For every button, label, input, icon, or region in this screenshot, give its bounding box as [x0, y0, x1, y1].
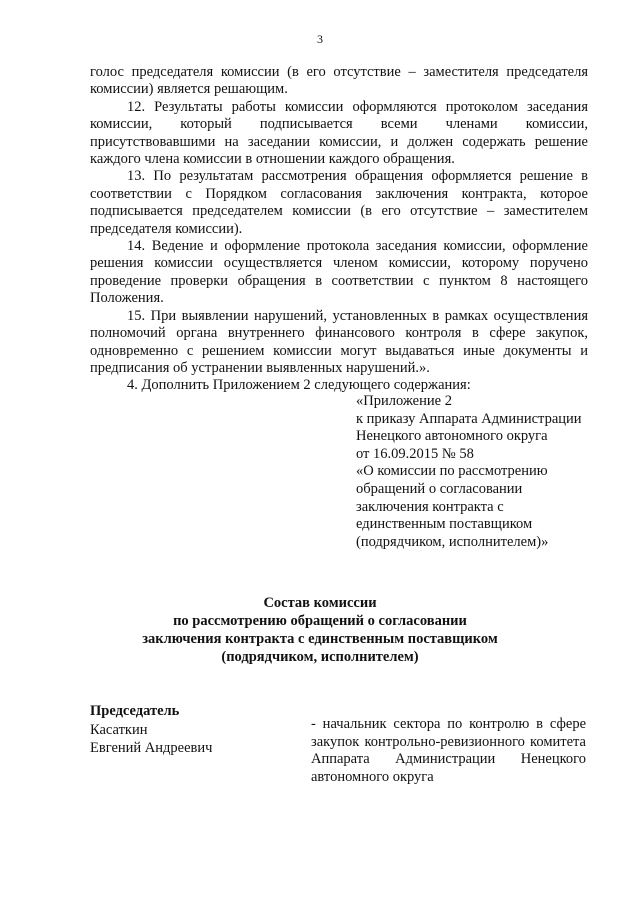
paragraph-12: 12. Результаты работы комиссии оформляются протоколом заседания комиссии, который подписывается всеми членами комиссии, присутствовавшими на заседании комиссии, и должен содержать решение каждого члена комиссии в отношении каждого обращения.	[90, 98, 588, 168]
appendix-line: «Приложение 2	[356, 393, 452, 409]
appendix-line: единственным поставщиком	[356, 516, 533, 533]
title-line: заключения контракта с единственным поставщиком	[142, 631, 498, 647]
appendix-line: заключения контракта с	[356, 498, 504, 515]
body-text	[90, 64, 588, 395]
chair-label: Председатель	[90, 703, 180, 719]
title-line: (подрядчиком, исполнителем)	[221, 649, 419, 665]
commission-title	[0, 594, 640, 666]
appendix-line: Ненецкого автономного округа	[356, 428, 548, 445]
chair-position: - начальник сектора по контролю в сфере закупок контрольно-ревизионного комитета Аппарата Администрации Ненецкого автономного округа	[311, 716, 586, 785]
appendix-line: (подрядчиком, исполнителем)»	[356, 533, 549, 550]
paragraph-13: 13. По результатам рассмотрения обращения оформляется решение в соответствии с Порядком согласования заключения контракта, которое подписывается председателем комиссии (в его отсутствие – заместителем председателя комиссии).	[90, 168, 588, 237]
appendix-header	[356, 393, 601, 551]
appendix-line: от 16.09.2015 № 58	[356, 445, 474, 462]
paragraph-15: 15. При выявлении нарушений, установленных в рамках осуществления полномочий органа внутреннего финансового контроля в сфере закупок, одновременно с решением комиссии могут выдаваться иные документы и предписания об устранении выявленных нарушений.».	[90, 307, 588, 376]
page-number: 3	[317, 32, 323, 46]
chair-surname: Касаткин	[90, 722, 148, 738]
paragraph-continuation: голос председателя комиссии (в его отсутствие – заместителя председателя комиссии) является решающим.	[90, 64, 588, 98]
paragraph-item-4: 4. Дополнить Приложением 2 следующего содержания:	[127, 377, 471, 394]
paragraph-14: 14. Ведение и оформление протокола заседания комиссии, оформление решения комиссии осуществляется членом комиссии, которому поручено проведение проверки обращения в соответствии с пунктом 8 настоящего Положения.	[90, 238, 588, 307]
title-line: Состав комиссии	[263, 595, 377, 611]
chair-given-names: Евгений Андреевич	[90, 740, 213, 756]
appendix-line: обращений о согласовании	[356, 480, 523, 497]
chair-name	[90, 721, 212, 757]
appendix-line: к приказу Аппарата Администрации	[356, 410, 582, 427]
title-line: по рассмотрению обращений о согласовании	[173, 613, 467, 629]
appendix-line: «О комиссии по рассмотрению	[356, 463, 548, 480]
